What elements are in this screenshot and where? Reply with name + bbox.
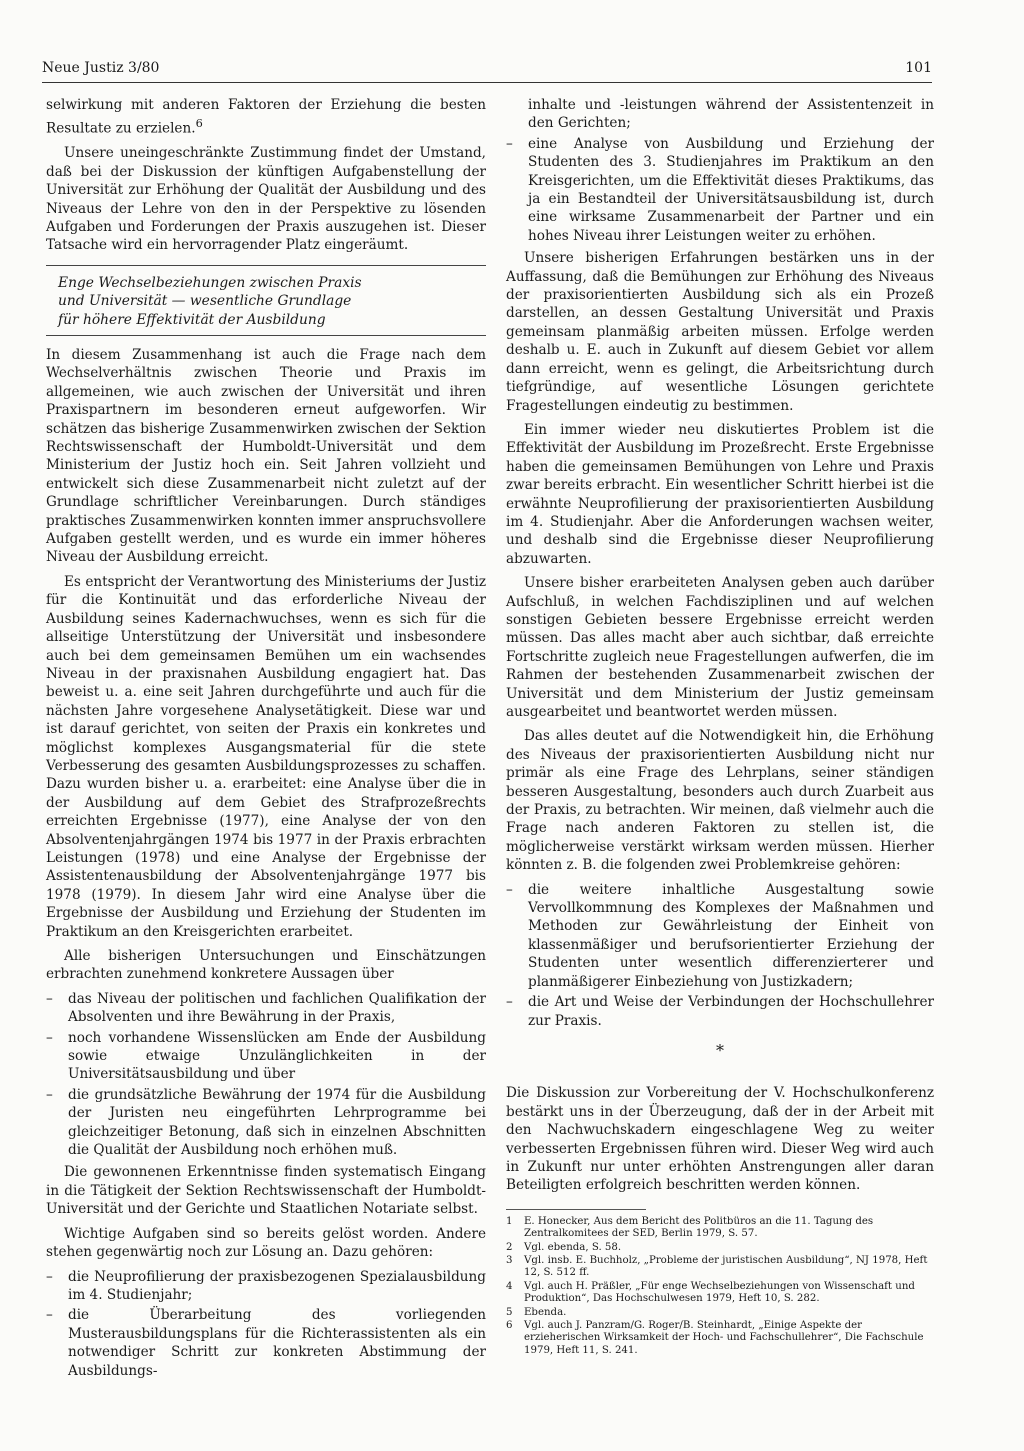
footnote: 4 Vgl. auch H. Präßler, „Für enge Wechselbeziehungen von Wissenschaft und Produktion“, Das Hochschulwesen 1979, Heft 10, S. 282.: [506, 1280, 915, 1305]
list-item: – die Neuprofilierung der praxisbezogenen Spezialausbildung im 4. Studienjahr;: [46, 1268, 486, 1303]
paragraph: Das alles deutet auf die Notwendigkeit hin, die Erhöhung des Niveaus der praxisorientierten Ausbildung nicht nur primär als eine Frage des Lehrplans, seiner ständigen besseren Ausgestaltung, besonders auch durch Zuarbeit aus der Praxis, zu betrachten. Wir meinen, daß vielmehr auch die Frage nach anderen Faktoren zu stellen ist, die möglicherweise verstärkt wirksam werden müssen. Hierher könnten z. B. die folgenden zwei Problemkreise gehören:: [506, 728, 934, 874]
paragraph: Es entspricht der Verantwortung des Ministeriums der Justiz für die Kontinuität und das erforderliche Niveau der Ausbildung seines Kadernachwuchses, wenn es sich für die allseitige Unterstützung der Universität und insbesondere auch bei dem gemeinsamen Bemühen um ein wachsendes Niveau in der praxisnahen Ausbildung engagiert hat. Das beweist u. a. eine seit Jahren durchgeführte und auch für die nächsten Jahre vorgesehene Analysetätigkeit. Diese war und ist darauf gerichtet, von seiten der Praxis ein konkretes und möglichst komplexes Ausgangsmaterial für die stete Verbesserung des gesamten Ausbildungsprozesses zu schaffen. Dazu wurden bisher u. a. erarbeitet: eine Analyse über die in der Ausbildung auf dem Gebiet des Strafprozeßrechts erreichten Ergebnisse (1977), eine Analyse der von den Absolventenjahrgängen 1974 bis 1977 in der Praxis erbrachten Leistungen (1978) und eine Analyse der Ergebnisse der Assistentenausbildung der Absolventenjahrgänge 1977 bis 1978 (1979). In diesem Jahr wird eine Analyse über die Ergebnisse der Ausbildung und Erziehung der Studenten im Praktikum an den Kreisgerichten erarbeitet.: [46, 573, 486, 940]
paragraph: [46, 96, 486, 138]
bullet-list: [506, 881, 934, 1030]
paragraph: Die Diskussion zur Vorbereitung der V. Hochschulkonferenz bestärkt uns in der Überzeugung, daß der in der Arbeit mit den Nachwuchskadern eingeschlagene Weg zu weiter verbesserten Ergebnissen führen wird. Dieser Weg wird auch in Zukunft nur unter erhöhten Anstrengungen aller daran Beteiligten erfolgreich beschritten werden können.: [506, 1085, 934, 1194]
right-column: [506, 96, 934, 1358]
paragraph: Ein immer wieder neu diskutiertes Problem ist die Effektivität der Ausbildung im Prozeßrecht. Erste Ergebnisse haben die gemeinsamen Bemühungen von Lehre und Praxis zwar bereits erbracht. Ein wesentlicher Schritt hierbei ist die erwähnte Neuprofilierung der praxisorientierten Ausbildung im 4. Studienjahr. Aber die Anforderungen wachsen weiter, und deshalb sind die Ergebnisse dieser Neuprofilierung abzuwarten.: [506, 421, 934, 567]
list-item: – die grundsätzliche Bewährung der 1974 für die Ausbildung der Juristen neu eingeführten Lehrprogramme bei gleichzeitiger Betonung, daß sich in einzelnen Abschnitten die Qualität der Ausbildung noch erhöhen muß.: [46, 1086, 486, 1159]
section-heading-line: für höhere Effektivität der Ausbildung: [58, 311, 326, 328]
list-item-continued: inhalte und -leistungen während der Assistentenzeit in den Gerichten;: [528, 97, 934, 132]
footnotes: [506, 1216, 934, 1357]
footnote-ref: 6: [195, 116, 203, 131]
footnote: 1 E. Honecker, Aus dem Bericht des Politbüros an die 11. Tagung des Zentralkomitees der SED, Berlin 1979, S. 57.: [506, 1215, 874, 1240]
list-item: – die Überarbeitung des vorliegenden Musterausbildungsplans für die Richterassistenten als ein notwendiger Schritt zur konkreten Abstimmung der Ausbildungs-: [46, 1307, 486, 1379]
left-column: [46, 96, 486, 1384]
footnote: 2 Vgl. ebenda, S. 58.: [506, 1241, 622, 1253]
bullet-list: [46, 1268, 486, 1380]
section-separator-star: *: [716, 1040, 724, 1060]
paragraph: Unsere uneingeschränkte Zustimmung findet der Umstand, daß bei der Diskussion der künftigen Aufgabenstellung der Universität zur Erhöhung der Qualität der Ausbildung und des Niveaus der Lehre von den in der Perspektive zu lösenden Aufgaben und Forderungen der Praxis auszugehen ist. Dieser Tatsache wird ein hervorragender Platz eingeräumt.: [46, 145, 486, 254]
list-item: – eine Analyse von Ausbildung und Erziehung der Studenten des 3. Studienjahres im Praktikum an den Kreisgerichten, um die Effektivität dieses Praktikums, das ja ein Bestandteil der Universitätsausbildung ist, durch eine wirksame Zusammenarbeit der Partner und ein hohes Niveau ihrer Leistungen weiter zu erhöhen.: [506, 135, 934, 244]
journal-issue: Neue Justiz 3/80: [42, 60, 160, 76]
paragraph-text: selwirkung mit anderen Faktoren der Erziehung die besten Resultate zu erzielen.: [46, 97, 486, 137]
section-heading-line: und Universität — wesentliche Grundlage: [58, 293, 352, 310]
paragraph: Unsere bisherigen Erfahrungen bestärken uns in der Auffassung, daß die Bemühungen zur Erhöhung des Niveaus der praxisorientierten Ausbildung sich als ein Prozeß darstellen, an dessen Gestaltung Universität und Praxis gemeinsam planmäßig arbeiten müssen. Erfolge werden deshalb u. E. auch in Zukunft auf diesem Gebiet vor allem dann erreicht, wenn es gelingt, die Arbeitsrichtung durch tiefgründige, auf wesentliche Lösungen gerichtete Fragestellungen eindeutig zu bestimmen.: [506, 250, 934, 414]
list-item: – die weitere inhaltliche Ausgestaltung sowie Vervollkommnung des Komplexes der Maßnahmen und Methoden zur Gewährleistung der Einheit von klassenmäßiger und berufsorientierter Erziehung der Studenten unter wesentlich differenzierterer und planmäßigerer Einbeziehung von Justizkadern;: [506, 881, 934, 990]
page-number: 101: [905, 60, 932, 76]
list-item: – das Niveau der politischen und fachlichen Qualifikation der Absolventen und ihre Bewährung in der Praxis,: [46, 990, 486, 1026]
header-rule: [42, 82, 932, 83]
bullet-list: [46, 990, 486, 1160]
paragraph: Unsere bisher erarbeiteten Analysen geben auch darüber Aufschluß, in welchen Fachdisziplinen und auf welchen sonstigen Gebieten bessere Ergebnisse erreicht werden müssen. Das alles macht aber auch sichtbar, daß erreichte Fortschritte zugleich neue Fragestellungen aufwerfen, die im Rahmen der bestehenden Zusammenarbeit zwischen der Universität und dem Ministerium der Justiz gemeinsam ausgearbeitet und beantwortet werden müssen.: [506, 575, 934, 720]
paragraph: Wichtige Aufgaben sind so bereits gelöst worden. Andere stehen gegenwärtig noch zur Lösung an. Dazu gehören:: [46, 1225, 486, 1261]
bullet-list: [506, 96, 934, 245]
paragraph: Die gewonnenen Erkenntnisse finden systematisch Eingang in die Tätigkeit der Sektion Rechtswissenschaft der Humboldt-Universität und der Gerichte und Staatlichen Notariate selbst.: [46, 1164, 486, 1218]
footnote: 5 Ebenda.: [506, 1306, 567, 1318]
page-header: [42, 60, 932, 82]
section-divider: [46, 335, 486, 336]
footnote: 6 Vgl. auch J. Panzram/G. Roger/B. Steinhardt, „Einige Aspekte der erzieherischen Wirksamkeit der Hoch- und Fachschullehrer“, Die Fachschule 1979, Heft 11, S. 241.: [506, 1320, 924, 1356]
section-divider: [46, 265, 486, 266]
footnote-rule: [506, 1209, 646, 1210]
footnote: 3 Vgl. insb. E. Buchholz, „Probleme der juristischen Ausbildung“, NJ 1978, Heft 12, S. 512 ff.: [506, 1254, 928, 1279]
paragraph: Alle bisherigen Untersuchungen und Einschätzungen erbrachten zunehmend konkretere Aussagen über: [46, 948, 486, 983]
section-heading-line: Enge Wechselbeziehungen zwischen Praxis: [58, 274, 362, 291]
section-heading: [58, 274, 486, 329]
paragraph: In diesem Zusammenhang ist auch die Frage nach dem Wechselverhältnis zwischen Theorie und Praxis im allgemeinen, wie auch zwischen der Universität und ihren Praxispartnern im besonderen erneut aufgeworfen. Wir schätzen das bisherige Zusammenwirken zwischen der Sektion Rechtswissenschaft der Humboldt-Universität und dem Ministerium der Justiz hoch ein. Seit Jahren vollzieht und entwickelt sich diese Zusammenarbeit nicht zuletzt auf der Grundlage schriftlicher Vereinbarungen. Durch ständiges praktisches Zusammenwirken konnten immer anspruchsvollere Aufgaben gestellt werden, und es wurde ein immer höheres Niveau der Ausbildung erreicht.: [46, 347, 486, 566]
list-item: – noch vorhandene Wissenslücken am Ende der Ausbildung sowie etwaige Unzulänglichkeiten in der Universitätsausbildung und über: [46, 1029, 486, 1083]
list-item: – die Art und Weise der Verbindungen der Hochschullehrer zur Praxis.: [506, 994, 934, 1029]
